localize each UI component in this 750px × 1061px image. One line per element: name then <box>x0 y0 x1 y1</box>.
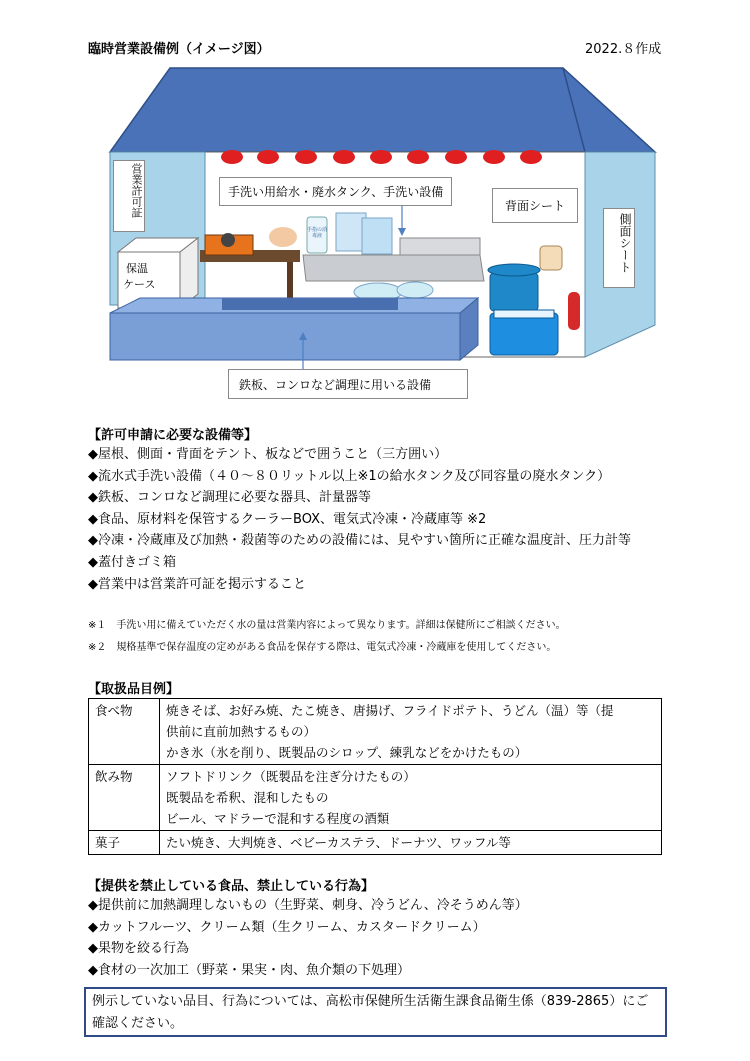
permit-label: 営業許可証 <box>113 160 145 232</box>
table-row <box>89 831 662 855</box>
table-row <box>89 699 662 765</box>
lantern <box>445 150 467 164</box>
list-item: ◆蓋付きゴミ箱 <box>88 554 176 570</box>
griddle-label: 鉄板、コンロなど調理に用いる設備 <box>228 369 468 399</box>
item-line: ビール、マドラーで混和する程度の酒類 <box>166 811 390 826</box>
water-tank-icon <box>362 218 392 254</box>
list-item: ◆冷凍・冷蔵庫及び加熱・殺菌等のための設備には、見やすい箇所に正確な温度計、圧力計等 <box>88 533 631 549</box>
contact-box: 例示していない品目、行為については、高松市保健所生活衛生課食品衛生係（839-2865）にご確認ください。 <box>84 987 667 1037</box>
requirements-title: 【許可申請に必要な設備等】 <box>88 428 258 443</box>
lantern <box>483 150 505 164</box>
item-line: ソフトドリンク（既製品を注ぎ分けたもの） <box>166 769 416 784</box>
waste-tank-icon <box>397 282 433 298</box>
items-table-title: 【取扱品目例】 <box>88 682 180 697</box>
warming-case-label-1: 保温 <box>126 262 148 275</box>
trash-can-icon <box>490 273 538 311</box>
table-row <box>89 765 662 831</box>
list-item: ◆屋根、側面・背面をテント、板などで囲うこと（三方囲い） <box>88 447 448 462</box>
handwash-label: 手洗い用給水・廃水タンク、手洗い設備 <box>219 177 452 206</box>
lantern <box>257 150 279 164</box>
counter <box>110 313 460 360</box>
item-line: 供前に直前加熱するもの） <box>166 724 317 739</box>
prohibited-title: 【提供を禁止している食品、禁止している行為】 <box>88 879 375 894</box>
lantern <box>295 150 317 164</box>
table-cell-category: 菓子 <box>89 831 160 855</box>
page-title: 臨時営業設備例（イメージ図） <box>88 42 270 57</box>
burner-icon <box>221 233 235 247</box>
lantern <box>370 150 392 164</box>
lantern <box>407 150 429 164</box>
list-item: ◆食材の一次加工（野菜・果実・肉、魚介類の下処理） <box>88 962 410 978</box>
footnote-1: ※１ 手洗い用に備えていただく水の量は営業内容によって異なります。詳細は保健所にご相談ください。 <box>88 620 566 631</box>
cooler-box-icon <box>490 313 558 355</box>
items-table <box>88 698 662 855</box>
table-cell-category: 飲み物 <box>89 765 160 831</box>
table-cell-items <box>160 765 662 831</box>
warming-case-label-2: ケース <box>123 278 156 291</box>
sink-back-icon <box>400 238 480 255</box>
table-cell-category: 食べ物 <box>89 699 160 765</box>
griddle-plate-icon <box>222 298 398 310</box>
footnote-2: ※２ 規格基準で保存温度の定めがある食品を保存する際は、電気式冷凍・冷蔵庫を使用してください。 <box>88 642 557 653</box>
list-item: ◆カットフルーツ、クリーム類（生クリーム、カスタードクリーム） <box>88 919 486 935</box>
item-line: 焼きそば、お好み焼、たこ焼き、唐揚げ、フライドポテト、うどん（温）等（提 <box>166 703 614 718</box>
lantern <box>333 150 355 164</box>
prohibited-list <box>88 895 528 981</box>
lantern <box>520 150 542 164</box>
list-item: ◆食品、原材料を保管するクーラーBOX、電気式冷凍・冷蔵庫等 ※2 <box>88 511 487 527</box>
list-item: ◆果物を絞る行為 <box>88 941 189 957</box>
item-line: 既製品を希釈、混和したもの <box>166 790 329 805</box>
sanitizer-label: 手指の消毒液 <box>306 227 327 239</box>
item-line: たい焼き、大判焼き、ベビーカステラ、ドーナツ、ワッフル等 <box>166 835 511 850</box>
thermometer-icon <box>540 246 562 270</box>
list-item: ◆提供前に加熱調理しないもの（生野菜、刺身、冷うどん、冷そうめん等） <box>88 898 528 913</box>
table-cell-items <box>160 699 662 765</box>
table-cell-items <box>160 831 662 855</box>
trash-lid-icon <box>488 264 540 276</box>
list-item: ◆営業中は営業許可証を掲示すること <box>88 576 306 592</box>
lantern <box>221 150 243 164</box>
created-date: 2022.８作成 <box>585 42 662 57</box>
side-sheet-label: 側面シート <box>603 208 635 288</box>
item-line: かき氷（氷を削り、既製品のシロップ、練乳などをかけたもの） <box>166 745 528 760</box>
list-item: ◆鉄板、コンロなど調理に必要な器具、計量器等 <box>88 490 371 506</box>
washing-hands-icon <box>269 227 297 247</box>
requirements-list <box>88 444 631 595</box>
list-item: ◆流水式手洗い設備（４０～８０リットル以上※1の給水タンク及び同容量の廃水タンク） <box>88 468 611 484</box>
lantern-row <box>221 150 542 164</box>
fire-extinguisher-icon <box>568 292 580 330</box>
cooler-lid-icon <box>494 310 554 318</box>
back-sheet-label: 背面シート <box>492 188 578 223</box>
sink-icon <box>303 255 484 281</box>
